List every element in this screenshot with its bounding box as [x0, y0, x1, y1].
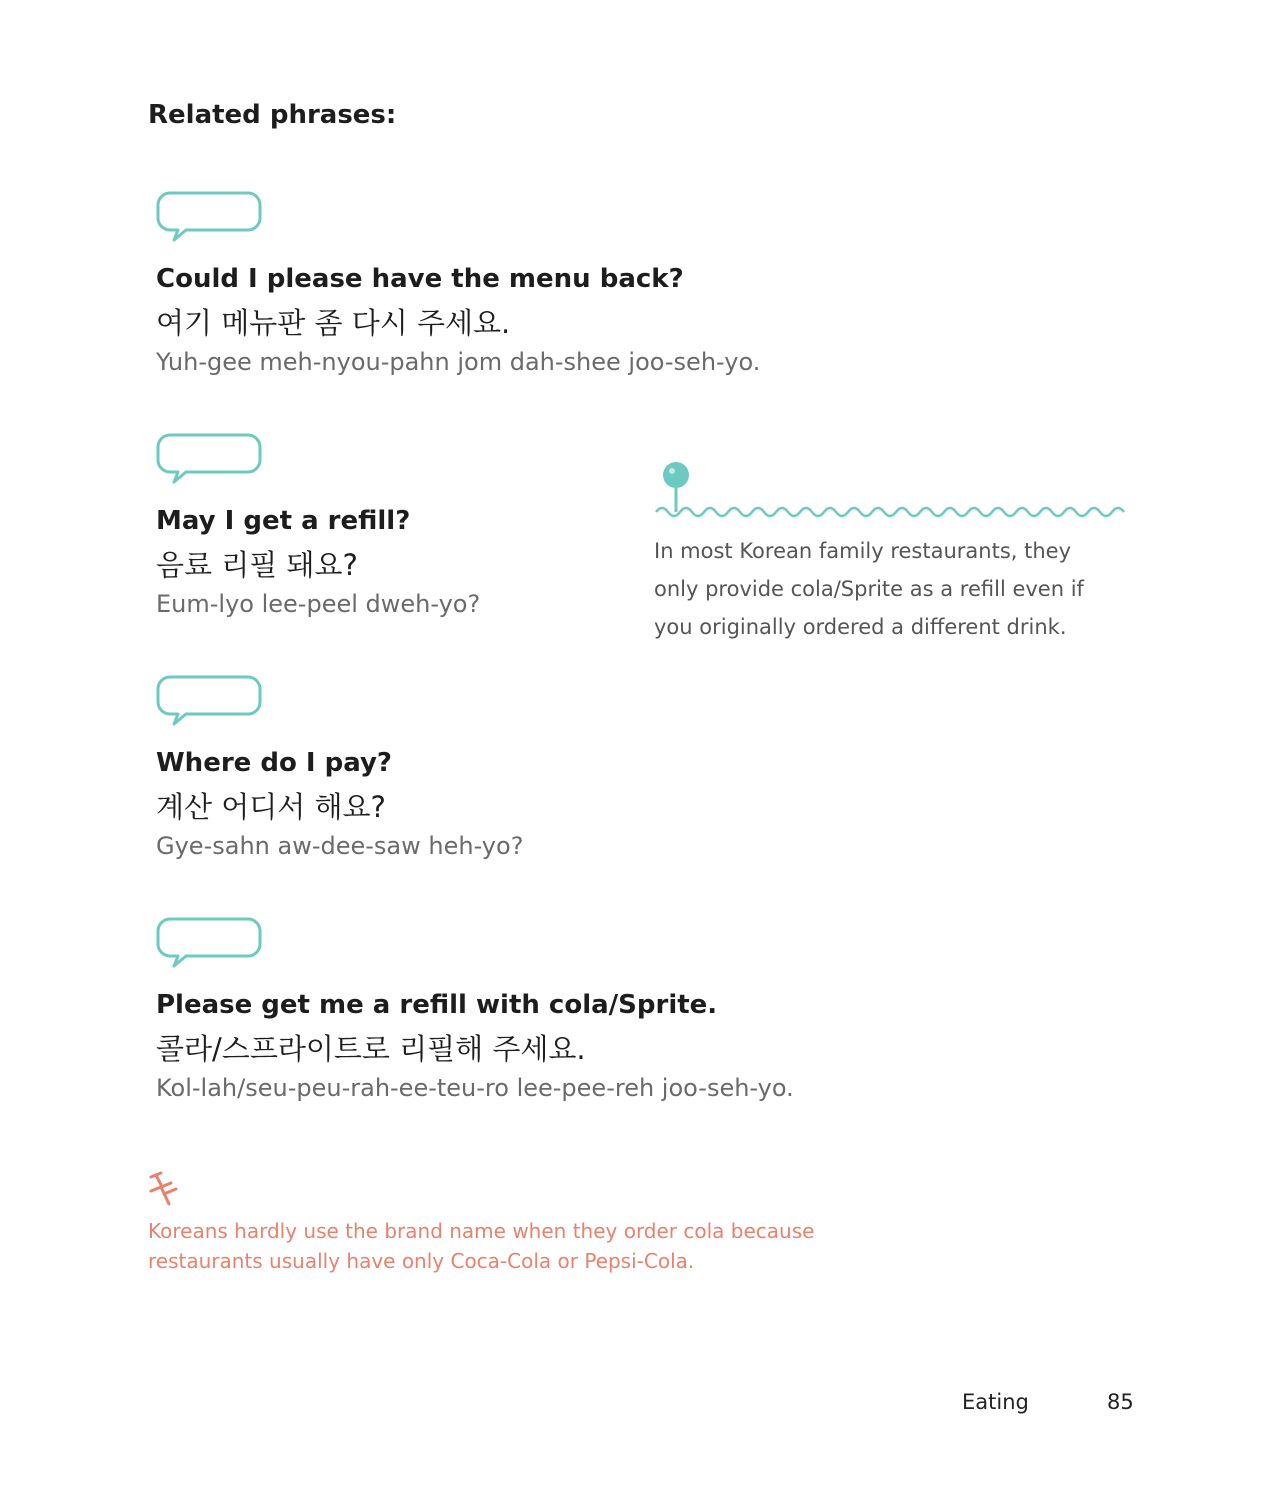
phrase-korean: 계산 어디서 해요? — [156, 790, 386, 824]
phrase-korean: 음료 리필 돼요? — [156, 548, 358, 582]
phrase-item — [156, 916, 876, 1104]
phrase-romanization: Kol-lah/seu-peu-rah-ee-teu-ro lee-pee-reh joo-seh-yo. — [156, 1074, 794, 1102]
note-text — [148, 1216, 908, 1276]
pushpin-icon — [148, 1170, 182, 1210]
phrase-english: Could I please have the menu back? — [156, 264, 684, 294]
page-title: Related phrases: — [148, 100, 397, 130]
note-line: Koreans hardly use the brand name when they order cola because — [148, 1219, 815, 1243]
phrase-korean: 콜라/스프라이트로 리필해 주세요. — [156, 1032, 586, 1066]
speech-bubble-icon — [156, 432, 262, 484]
note-box — [148, 1170, 908, 1276]
tip-line: only provide cola/Sprite as a refill even if — [654, 577, 1084, 601]
section-label: Eating — [962, 1390, 1029, 1414]
note-line: restaurants usually have only Coca-Cola or Pepsi-Cola. — [148, 1249, 695, 1273]
phrase-english: Please get me a refill with cola/Sprite. — [156, 990, 718, 1020]
map-pin-icon — [654, 458, 1136, 520]
phrase-english: Where do I pay? — [156, 748, 392, 778]
speech-bubble-icon — [156, 674, 262, 726]
tip-line: In most Korean family restaurants, they — [654, 539, 1072, 563]
speech-bubble-icon — [156, 916, 262, 968]
phrase-romanization: Gye-sahn aw-dee-saw heh-yo? — [156, 832, 524, 860]
tip-box — [654, 458, 1138, 646]
phrase-romanization: Eum-lyo lee-peel dweh-yo? — [156, 590, 481, 618]
phrase-item — [156, 674, 876, 862]
page-number: 85 — [1107, 1390, 1134, 1414]
phrase-romanization: Yuh-gee meh-nyou-pahn jom dah-shee joo-seh-yo. — [156, 348, 761, 376]
phrase-english: May I get a refill? — [156, 506, 411, 536]
tip-line: you originally ordered a different drink. — [654, 615, 1067, 639]
phrase-item — [156, 190, 876, 378]
phrase-korean: 여기 메뉴판 좀 다시 주세요. — [156, 306, 511, 340]
speech-bubble-icon — [156, 190, 262, 242]
tip-text — [654, 532, 1138, 646]
